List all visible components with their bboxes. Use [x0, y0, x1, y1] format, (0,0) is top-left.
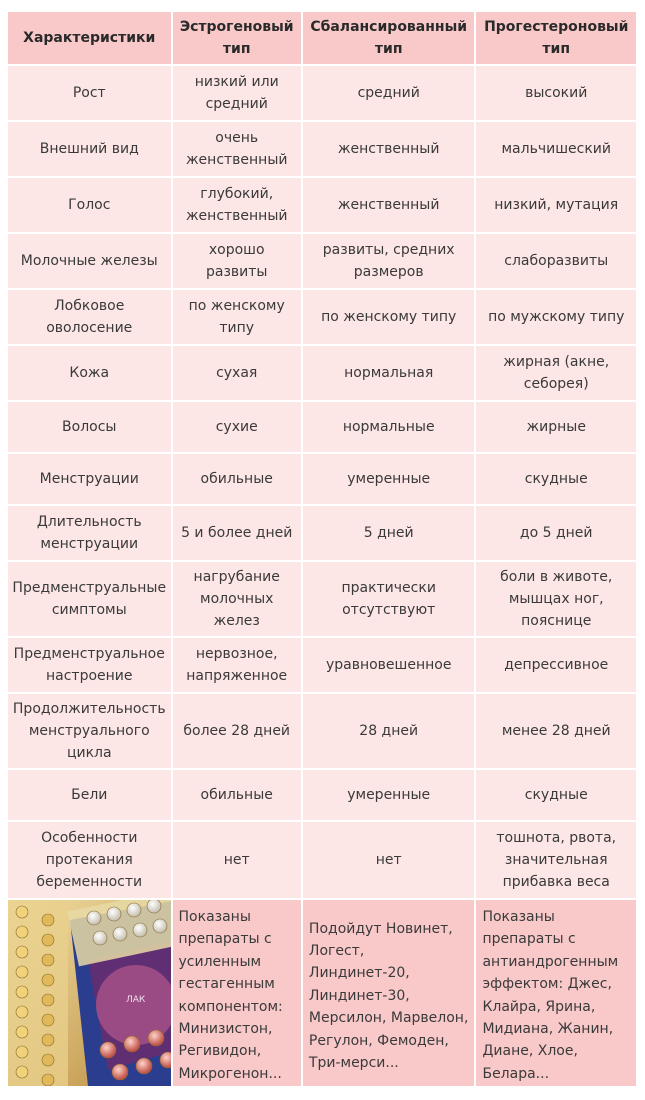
table-row-discharge — [8, 770, 636, 820]
table-cell: скудные — [476, 770, 636, 820]
table-cell: практически отсутствуют — [303, 562, 475, 636]
row-label: Молочные железы — [8, 234, 171, 288]
table-cell: мальчишеский — [476, 122, 636, 176]
table-cell: 5 дней — [303, 506, 475, 560]
table-cell: нет — [173, 822, 301, 898]
pills-photo — [8, 900, 171, 1086]
table-cell: обильные — [173, 454, 301, 504]
table-row-voice — [8, 178, 636, 232]
table-row-pregnancy — [8, 822, 636, 898]
table-row-pubic-hair — [8, 290, 636, 344]
image-label: ЛАК — [126, 995, 146, 1005]
table-cell: нервозное, напряженное — [173, 638, 301, 692]
table-cell: уравновешенное — [303, 638, 475, 692]
table-cell: низкий, мутация — [476, 178, 636, 232]
header-balanced-type: Сбалансированный тип — [303, 12, 475, 64]
recommendation-progesterone: Показаны препараты с антиандрогенным эффектом: Джес, Клайра, Ярина, Мидиана, Жанин, Диане, Хлое, Белара... — [476, 900, 636, 1086]
table-cell: менее 28 дней — [476, 694, 636, 768]
row-label: Предменструальные симптомы — [8, 562, 171, 636]
recommendation-balanced: Подойдут Новинет, Логест, Линдинет-20, Линдинет-30, Мерсилон, Марвелон, Регулон, Фемоден, Три-мерси... — [303, 900, 475, 1086]
table-row-menstruation — [8, 454, 636, 504]
row-label: Продолжительность менструального цикла — [8, 694, 171, 768]
table-row-height — [8, 66, 636, 120]
table-row-hair — [8, 402, 636, 452]
table-row-menstruation-duration — [8, 506, 636, 560]
row-label: Рост — [8, 66, 171, 120]
table-cell: низкий или средний — [173, 66, 301, 120]
table-cell: средний — [303, 66, 475, 120]
table-cell: по женскому типу — [303, 290, 475, 344]
table-cell: хорошо развиты — [173, 234, 301, 288]
recommendation-estrogen: Показаны препараты с усиленным гестагенным компонентом: Минизистон, Регивидон, Микрогенон... — [173, 900, 301, 1086]
header-progesterone-type: Прогестероновый тип — [476, 12, 636, 64]
header-row — [8, 12, 636, 64]
table-cell: нормальные — [303, 402, 475, 452]
table-row-appearance — [8, 122, 636, 176]
table-cell: тошнота, рвота, значительная прибавка веса — [476, 822, 636, 898]
table-cell: жирная (акне, себорея) — [476, 346, 636, 400]
table-cell: слаборазвиты — [476, 234, 636, 288]
table-cell: 5 и более дней — [173, 506, 301, 560]
table-cell: сухая — [173, 346, 301, 400]
table-cell: женственный — [303, 122, 475, 176]
table-cell: очень женственный — [173, 122, 301, 176]
table-cell: нагрубание молочных желез — [173, 562, 301, 636]
row-label: Голос — [8, 178, 171, 232]
table-row-pms-symptoms — [8, 562, 636, 636]
table-row-skin — [8, 346, 636, 400]
table-cell: умеренные — [303, 454, 475, 504]
row-label: Внешний вид — [8, 122, 171, 176]
table-cell: высокий — [476, 66, 636, 120]
table-cell: женственный — [303, 178, 475, 232]
row-label: Длительность менструации — [8, 506, 171, 560]
table-cell: развиты, средних размеров — [303, 234, 475, 288]
table-cell: обильные — [173, 770, 301, 820]
table-cell: до 5 дней — [476, 506, 636, 560]
hormone-types-table — [6, 10, 638, 1088]
row-label: Особенности протекания беременности — [8, 822, 171, 898]
table-cell: депрессивное — [476, 638, 636, 692]
pill-blister-image — [8, 900, 171, 1086]
table-row-breasts — [8, 234, 636, 288]
table-cell: скудные — [476, 454, 636, 504]
row-label: Волосы — [8, 402, 171, 452]
row-label: Лобковое оволосение — [8, 290, 171, 344]
header-estrogen-type: Эстрогеновый тип — [173, 12, 301, 64]
table-body — [8, 66, 636, 1086]
table-cell: 28 дней — [303, 694, 475, 768]
table-cell: более 28 дней — [173, 694, 301, 768]
row-label: Бели — [8, 770, 171, 820]
table-cell: нет — [303, 822, 475, 898]
table-cell: нормальная — [303, 346, 475, 400]
row-label: Кожа — [8, 346, 171, 400]
recommendation-row — [8, 900, 636, 1086]
table-cell: умеренные — [303, 770, 475, 820]
table-cell: глубокий, женственный — [173, 178, 301, 232]
table-cell: жирные — [476, 402, 636, 452]
row-label: Менструации — [8, 454, 171, 504]
row-label: Предменструальное настроение — [8, 638, 171, 692]
table-row-pms-mood — [8, 638, 636, 692]
table-cell: сухие — [173, 402, 301, 452]
table-cell: по мужскому типу — [476, 290, 636, 344]
table-cell: по женскому типу — [173, 290, 301, 344]
header-characteristics: Характеристики — [8, 12, 171, 64]
table-row-cycle-length — [8, 694, 636, 768]
table-cell: боли в животе, мышцах ног, пояснице — [476, 562, 636, 636]
